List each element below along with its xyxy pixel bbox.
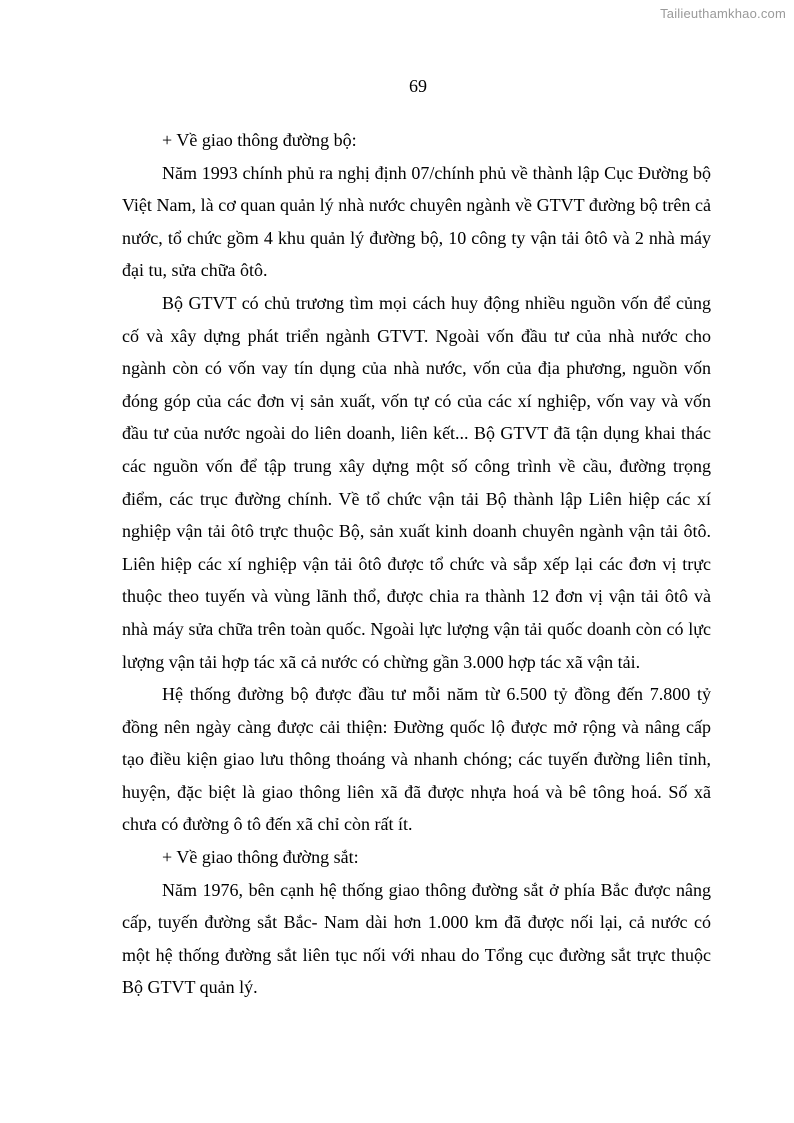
section-heading-rail: + Về giao thông đường sắt: [162,847,359,868]
section-heading-road: + Về giao thông đường bộ: [162,130,357,150]
paragraph: Hệ thống đường bộ được đầu tư mỗi năm từ 6.500 tỷ đồng đến 7.800 tỷ đồng nên ngày càng được cải thiện: Đường quốc lộ được mở rộng và nâng cấp tạo điều kiện giao lưu thông thoáng và nhanh chóng; các tuyến đường liên tỉnh, huyện, đặc biệt là giao thông liên xã đã được nhựa hoá và bê tông hoá. Số xã chưa có đường ô tô đến xã chỉ còn rất ít. [122,684,711,835]
paragraph: Năm 1993 chính phủ ra nghị định 07/chính phủ về thành lập Cục Đường bộ Việt Nam, là cơ quan quản lý nhà nước chuyên ngành về GTVT đường bộ trên cả nước, tổ chức gồm 4 khu quản lý đường bộ, 10 công ty vận tải ôtô và 2 nhà máy đại tu, sửa chữa ôtô. [122,162,711,281]
document-body [122,124,711,1004]
paragraph: Năm 1976, bên cạnh hệ thống giao thông đường sắt ở phía Bắc được nâng cấp, tuyến đường sắt Bắc- Nam dài hơn 1.000 km đã được nối lại, cả nước có một hệ thống đường sắt liên tục nối với nhau do Tổng cục đường sắt trực thuộc Bộ GTVT quản lý. [122,879,711,998]
paragraph: Bộ GTVT có chủ trương tìm mọi cách huy động nhiều nguồn vốn để củng cố và xây dựng phát triển ngành GTVT. Ngoài vốn đầu tư của nhà nước cho ngành còn có vốn vay tín dụng của nhà nước, vốn của địa phương, nguồn vốn đóng góp của các đơn vị sản xuất, vốn tự có của các xí nghiệp, vốn vay và vốn đầu tư của nước ngoài do liên doanh, liên kết... Bộ GTVT đã tận dụng khai thác các nguồn vốn để tập trung xây dựng một số công trình về cầu, đường trọng điểm, các trục đường chính. Về tổ chức vận tải Bộ thành lập Liên hiệp các xí nghiệp vận tải ôtô trực thuộc Bộ, sản xuất kinh doanh chuyên ngành vận tải ôtô. Liên hiệp các xí nghiệp vận tải ôtô được tổ chức và sắp xếp lại các đơn vị trực thuộc theo tuyến và vùng lãnh thổ, được chia ra thành 12 đơn vị vận tải ôtô và nhà máy sửa chữa trên toàn quốc. Ngoài lực lượng vận tải quốc doanh còn có lực lượng vận tải hợp tác xã cả nước có chừng gần 3.000 hợp tác xã vận tải. [122,292,711,672]
watermark: Tailieuthamkhao.com [660,6,786,21]
page-number: 69 [409,76,427,96]
